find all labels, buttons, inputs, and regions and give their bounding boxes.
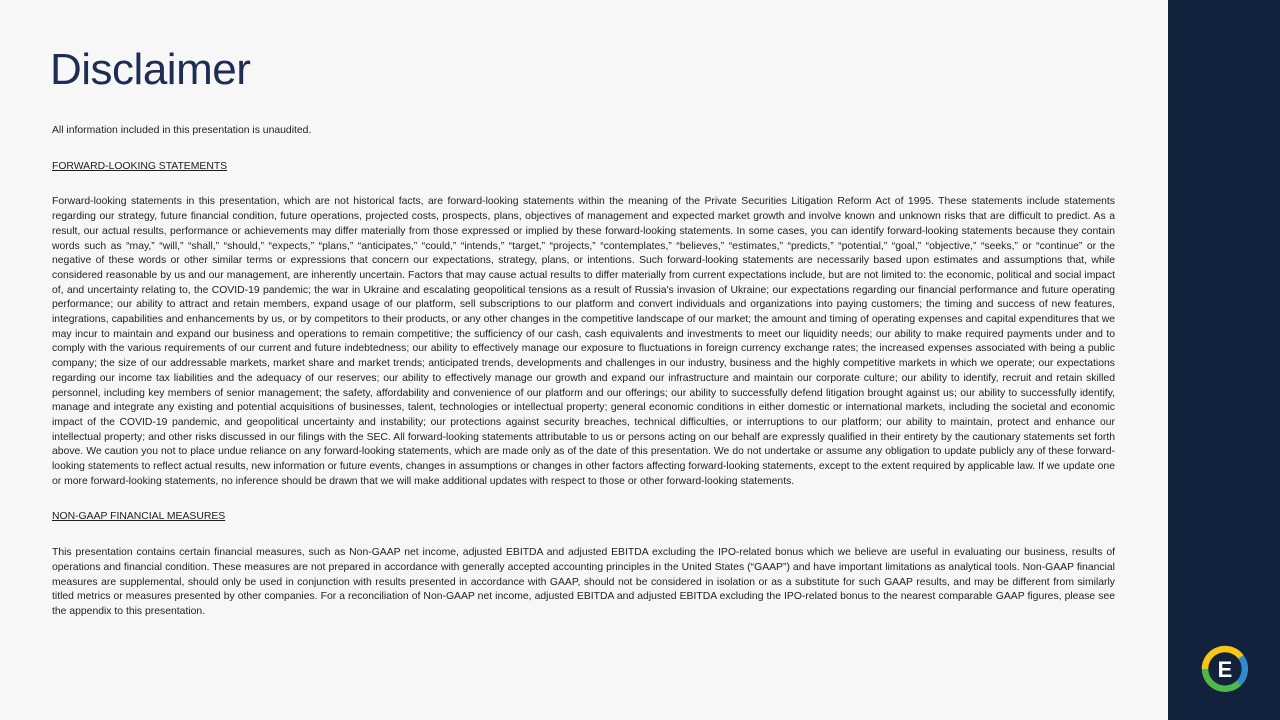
disclaimer-content xyxy=(52,124,1115,620)
right-sidebar xyxy=(1168,0,1280,720)
non-gaap-paragraph: This presentation contains certain financial measures, such as Non-GAAP net income, adjusted EBITDA and adjusted EBITDA excluding the IPO-related bonus which we believe are useful in evaluating our business, results of operations and financial condition. These measures are not prepared in accordance with generally accepted accounting principles in the United States (“GAAP”) and have important limitations as analytical tools. Non-GAAP financial measures are supplemental, should only be used in conjunction with results presented in accordance with GAAP, should not be considered in isolation or as a substitute for such GAAP results, and may be different from similarly titled metrics or measures presented by other companies. For a reconciliation of Non-GAAP net income, adjusted EBITDA and adjusted EBITDA excluding the IPO-related bonus to the nearest comparable GAAP figures, please see the appendix to this presentation. xyxy=(52,547,1115,617)
non-gaap-heading: NON-GAAP FINANCIAL MEASURES xyxy=(52,511,226,523)
page-title: Disclaimer xyxy=(50,45,251,94)
logo-letter: E xyxy=(1217,657,1233,682)
e-ring-logo-icon xyxy=(1199,643,1251,695)
forward-looking-paragraph: Forward-looking statements in this presentation, which are not historical facts, are forward-looking statements within the meaning of the Private Securities Litigation Reform Act of 1995. These statements include statements regarding our strategy, future financial condition, future operations, projected costs, prospects, plans, objectives of management and expected market growth and involve known and unknown risks that are difficult to predict. As a result, our actual results, performance or achievements may differ materially from those expressed or implied by these forward-looking statements. In some cases, you can identify forward-looking statements because they contain words such as “may,” “will,” “shall,” “should,” “expects,” “plans,” “anticipates,” “could,” “intends,” “target,” “projects,” “contemplates,” “believes,” “estimates,” “predicts,” “potential,” “goal,” “objective,” “seeks,” or “continue” or the negative of these words or other similar terms or expressions that concern our expectations, strategy, plans, or intentions. Such forward-looking statements are necessarily based upon estimates and assumptions that, while considered reasonable by us and our management, are inherently uncertain. Factors that may cause actual results to differ materially from current expectations include, but are not limited to: the economic, political and social impact of, and uncertainty relating to, the COVID-19 pandemic; the war in Ukraine and escalating geopolitical tensions as a result of Russia's invasion of Ukraine; our expectations regarding our financial performance and future operating performance; our ability to attract and retain members, expand usage of our platform, sell subscriptions to our platform and convert individuals and organizations into paying customers; the timing and success of new features, integrations, capabilities and enhancements by us, or by competitors to their products, or any other changes in the competitive landscape of our market; the amount and timing of operating expenses and capital expenditures that we may incur to maintain and expand our business and operations to remain competitive; the sufficiency of our cash, cash equivalents and investments to meet our liquidity needs; our ability to make required payments under and to comply with the various requirements of our current and future indebtedness; our ability to effectively manage our exposure to fluctuations in foreign currency exchange rates; the increased expenses associated with being a public company; the size of our addressable markets, market share and market trends; anticipated trends, developments and challenges in our industry, business and the highly competitive markets in which we operate; our expectations regarding our income tax liabilities and the adequacy of our reserves; our ability to effectively manage our growth and expand our infrastructure and maintain our corporate culture; our ability to identify, recruit and retain skilled personnel, including key members of senior management; the safety, affordability and convenience of our platform and our offerings; our ability to successfully defend litigation brought against us; our ability to successfully identify, manage and integrate any existing and potential acquisitions of businesses, talent, technologies or intellectual property; general economic conditions in either domestic or international markets, including the societal and economic impact of the COVID-19 pandemic, and geopolitical uncertainty and instability; our protections against security breaches, technical difficulties, or interruptions to our platform; our ability to maintain, protect and enhance our intellectual property; and other risks discussed in our filings with the SEC. All forward-looking statements attributable to us or persons acting on our behalf are expressly qualified in their entirety by the cautionary statements set forth above. We caution you not to place undue reliance on any forward-looking statements, which are made only as of the date of this presentation. We do not undertake or assume any obligation to update publicly any of these forward-looking statements to reflect actual results, new information or future events, changes in assumptions or changes in other factors affecting forward-looking statements, except to the extent required by applicable law. If we update one or more forward-looking statements, no inference should be drawn that we will make additional updates with respect to those or other forward-looking statements. xyxy=(52,196,1115,487)
intro-text: All information included in this presentation is unaudited. xyxy=(52,125,312,136)
forward-looking-heading: FORWARD-LOOKING STATEMENTS xyxy=(52,160,228,172)
